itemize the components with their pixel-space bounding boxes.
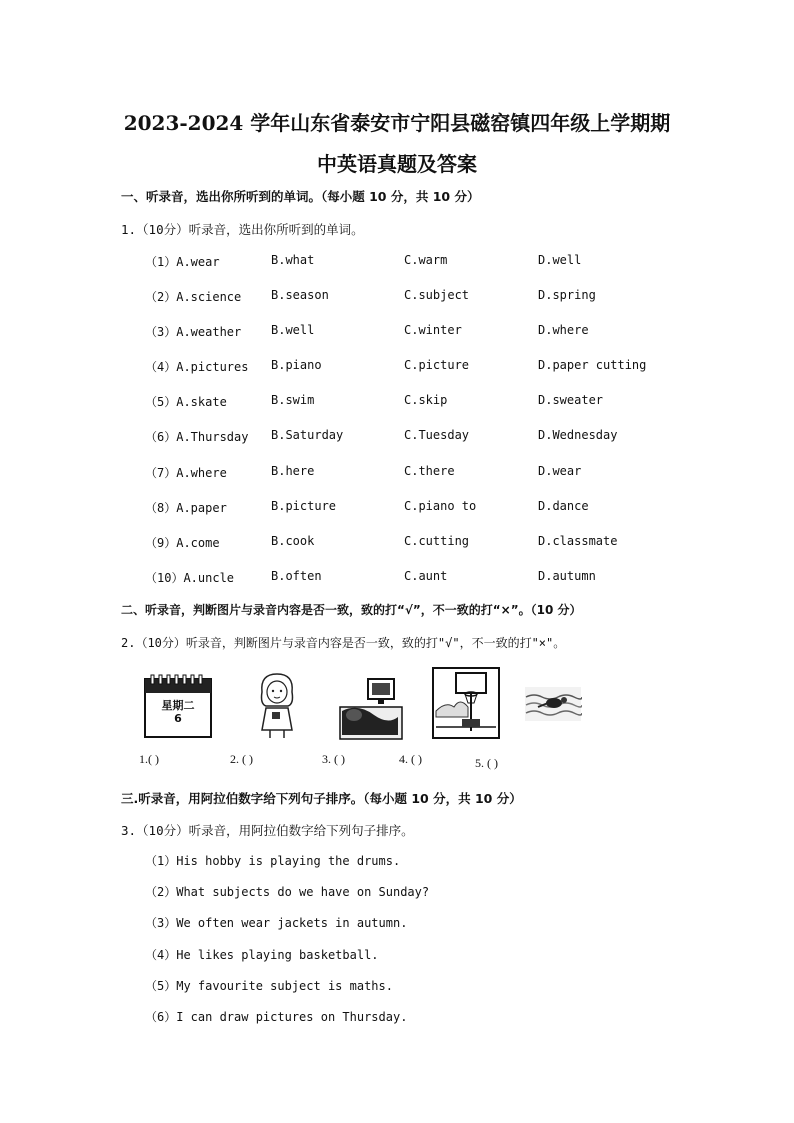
calendar-weekday: 星期二	[161, 699, 195, 712]
girl-icon	[252, 670, 302, 740]
option-c: C.piano to	[404, 499, 477, 513]
sentence-item: （3）We often wear jackets in autumn.	[145, 916, 408, 930]
exam-title-line1: 2023-2024 学年山东省泰安市宁阳县磁窑镇四年级上学期期	[123, 111, 671, 135]
question1-row	[0, 464, 794, 482]
section2-heading: 二、听录音，判断图片与录音内容是否一致，致的打“√”，不一致的打“×”。（10 分）	[121, 603, 582, 617]
option-a: （7）A.where	[145, 466, 227, 480]
question1-row	[0, 569, 794, 587]
sentence-item: （4）He likes playing basketball.	[145, 948, 379, 962]
option-d: D.dance	[538, 499, 589, 513]
option-b: B.piano	[271, 358, 322, 372]
option-d: D.paper cutting	[538, 358, 647, 372]
option-b: B.Saturday	[271, 428, 344, 442]
answer-blank-2[interactable]: 2. ( )	[230, 752, 253, 766]
question2-prompt: 2.（10分）听录音，判断图片与录音内容是否一致，致的打"√"，不一致的打"×"。	[121, 636, 566, 650]
option-a: （9）A.come	[145, 536, 220, 550]
option-c: C.aunt	[404, 569, 448, 583]
option-c: C.skip	[404, 393, 448, 407]
option-a: （3）A.weather	[145, 325, 242, 339]
computer-desk-picture	[338, 677, 404, 741]
option-b: B.often	[271, 569, 322, 583]
option-a: （5）A.skate	[145, 395, 227, 409]
option-d: D.sweater	[538, 393, 604, 407]
option-b: B.swim	[271, 393, 315, 407]
calendar-date: 6	[174, 712, 182, 725]
section1-heading: 一、听录音，选出你所听到的单词。（每小题 10 分，共 10 分）	[121, 189, 480, 204]
swimming-picture	[524, 683, 582, 723]
option-c: C.winter	[404, 323, 462, 337]
option-c: C.picture	[404, 358, 470, 372]
option-c: C.warm	[404, 253, 448, 267]
option-a: （6）A.Thursday	[145, 430, 249, 444]
answer-blank-5[interactable]: 5. ( )	[475, 756, 498, 770]
answer-blank-3[interactable]: 3. ( )	[322, 752, 345, 766]
option-b: B.here	[271, 464, 315, 478]
basketball-hoop-icon	[432, 667, 500, 739]
option-d: D.spring	[538, 288, 596, 302]
section3-heading: 三.听录音，用阿拉伯数字给下列句子排序。（每小题 10 分，共 10 分）	[121, 791, 522, 806]
option-d: D.Wednesday	[538, 428, 618, 442]
question3-prompt: 3.（10分）听录音，用阿拉伯数字给下列句子排序。	[121, 823, 414, 838]
girl-picture	[252, 670, 302, 740]
option-b: B.cook	[271, 534, 315, 548]
answer-blank-4[interactable]: 4. ( )	[399, 752, 422, 766]
option-c: C.subject	[404, 288, 470, 302]
option-d: D.classmate	[538, 534, 618, 548]
option-a: （8）A.paper	[145, 501, 227, 515]
option-c: C.there	[404, 464, 455, 478]
option-c: C.Tuesday	[404, 428, 470, 442]
question1-row	[0, 358, 794, 376]
option-a: （10）A.uncle	[145, 571, 235, 585]
question1-row	[0, 393, 794, 411]
exam-title-line2: 中英语真题及答案	[317, 152, 477, 176]
swimmer-icon	[524, 683, 582, 723]
answer-blank-1[interactable]: 1.( )	[139, 752, 159, 766]
option-d: D.wear	[538, 464, 582, 478]
sentence-item: （6）I can draw pictures on Thursday.	[145, 1010, 408, 1024]
option-d: D.where	[538, 323, 589, 337]
basketball-picture	[432, 667, 500, 739]
question1-row	[0, 534, 794, 552]
sentence-item: （2）What subjects do we have on Sunday?	[145, 885, 430, 899]
question1-prompt: 1.（10分）听录音，选出你所听到的单词。	[121, 222, 364, 237]
option-a: （4）A.pictures	[145, 360, 249, 374]
question1-row	[0, 323, 794, 341]
option-b: B.season	[271, 288, 329, 302]
question1-row	[0, 428, 794, 446]
question1-row	[0, 499, 794, 517]
option-b: B.well	[271, 323, 315, 337]
calendar-picture	[143, 673, 213, 739]
question1-row	[0, 253, 794, 271]
option-b: B.picture	[271, 499, 337, 513]
option-d: D.well	[538, 253, 582, 267]
option-c: C.cutting	[404, 534, 470, 548]
question1-row	[0, 288, 794, 306]
option-b: B.what	[271, 253, 315, 267]
option-a: （2）A.science	[145, 290, 242, 304]
option-a: （1）A.wear	[145, 255, 220, 269]
sentence-item: （1）His hobby is playing the drums.	[145, 854, 401, 868]
computer-icon	[338, 677, 404, 741]
sentence-item: （5）My favourite subject is maths.	[145, 979, 393, 993]
option-d: D.autumn	[538, 569, 596, 583]
